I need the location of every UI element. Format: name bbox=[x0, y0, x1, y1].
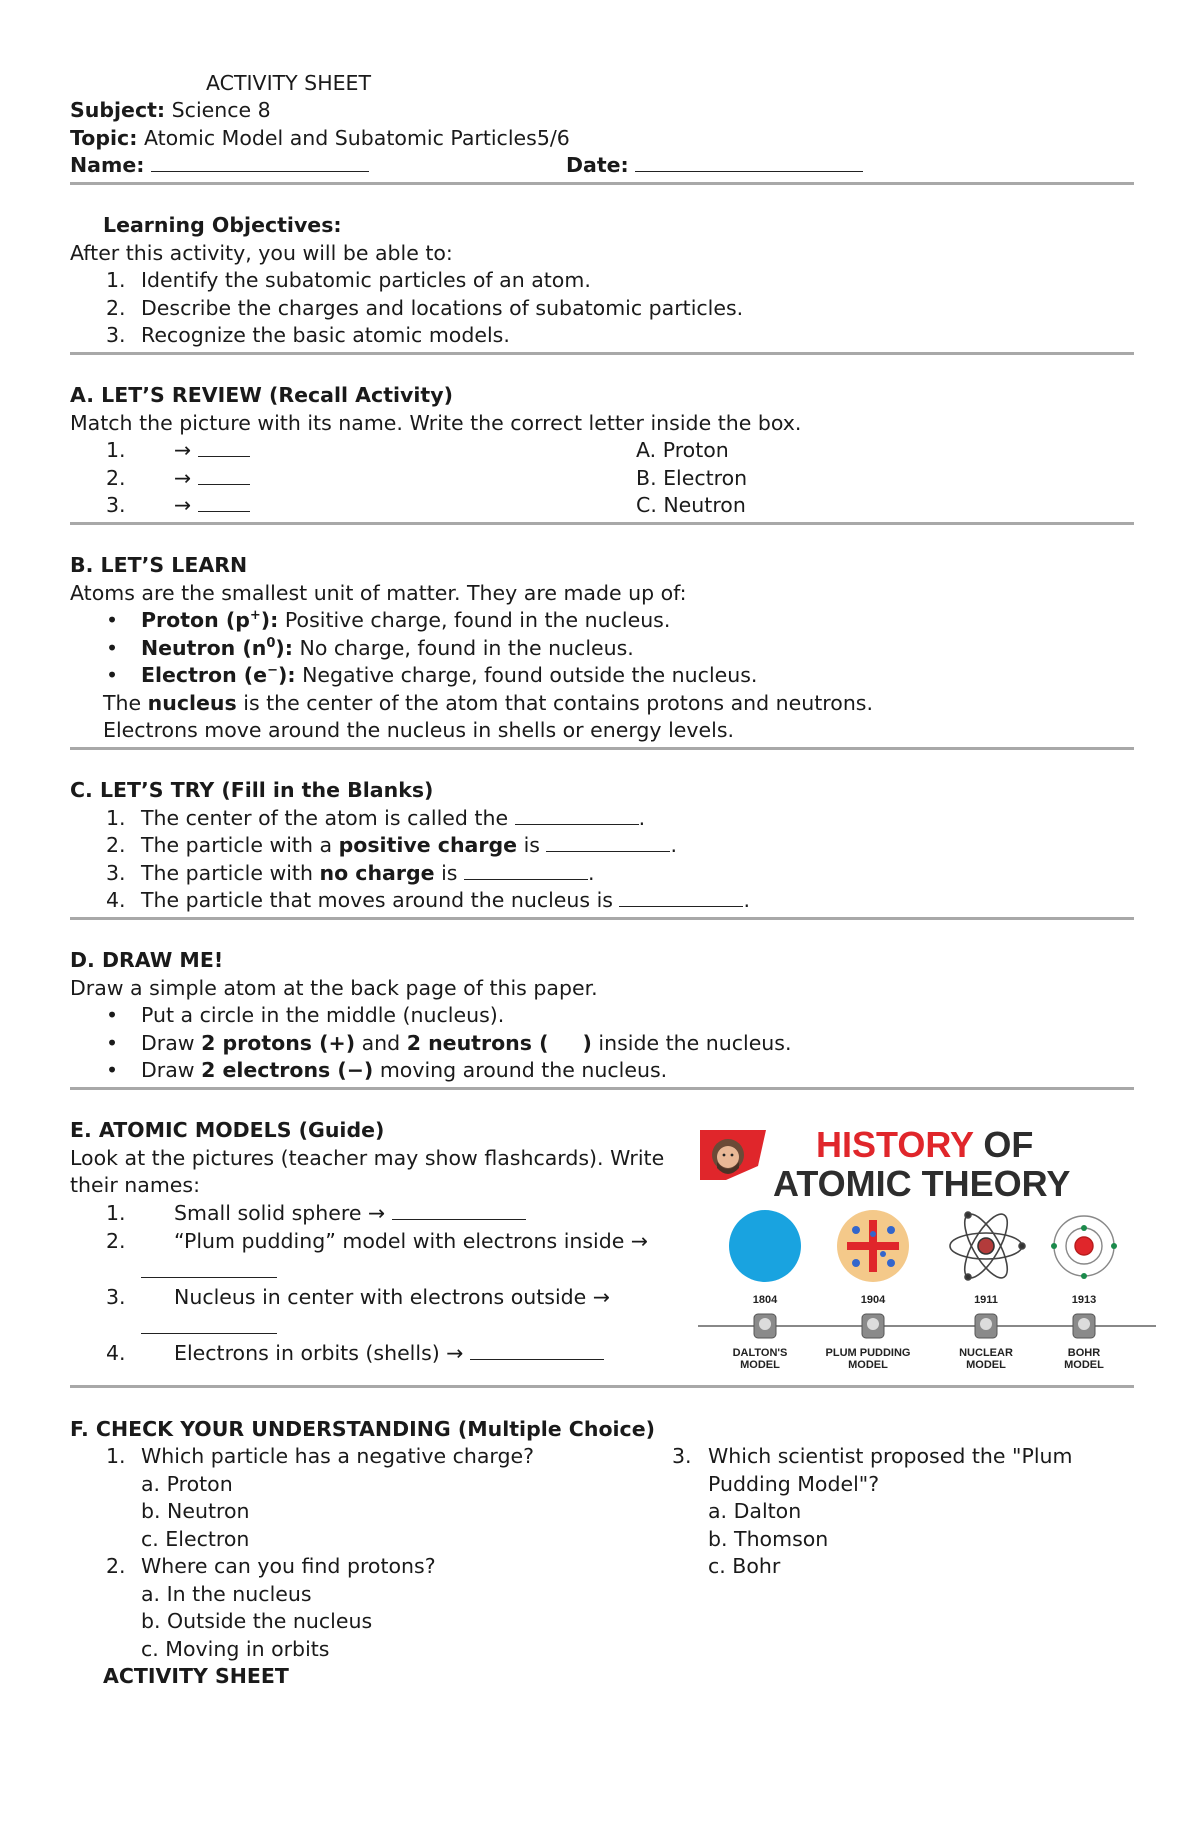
bullet-icon: • bbox=[106, 663, 119, 687]
match-option: C. Neutron bbox=[636, 493, 746, 517]
arrow-icon: → bbox=[368, 1201, 386, 1225]
arrow-icon: → bbox=[174, 466, 192, 490]
question-num: 2. bbox=[106, 1554, 126, 1578]
model-label: NUCLEAR bbox=[959, 1347, 1013, 1359]
particle-desc: Positive charge, found in the nucleus. bbox=[278, 608, 671, 632]
portrait-icon bbox=[975, 1314, 997, 1338]
arrow-icon: → bbox=[446, 1341, 464, 1365]
bohr-model-icon bbox=[1051, 1216, 1117, 1279]
year-label: 1804 bbox=[752, 1294, 778, 1306]
footer-title: ACTIVITY SHEET bbox=[103, 1664, 289, 1688]
objective-text: Describe the charges and locations of subatomic particles. bbox=[141, 296, 744, 320]
draw-step: Put a circle in the middle (nucleus). bbox=[141, 1003, 505, 1027]
portrait-icon bbox=[754, 1314, 776, 1338]
date-line bbox=[566, 152, 863, 178]
arrow-icon: → bbox=[174, 438, 192, 462]
divider bbox=[70, 352, 1134, 355]
bullet-icon: • bbox=[106, 608, 119, 632]
model-text: Nucleus in center with electrons outside bbox=[174, 1285, 587, 1309]
particle-sup: 0 bbox=[266, 636, 276, 651]
fill-question bbox=[141, 832, 677, 858]
match-blank[interactable] bbox=[198, 466, 250, 485]
question-text: is bbox=[517, 833, 547, 857]
model-blank-row bbox=[141, 1258, 277, 1284]
particle-proton bbox=[141, 607, 670, 637]
model-text: Small solid sphere bbox=[174, 1201, 362, 1225]
electrons-line: Electrons move around the nucleus in shells or energy levels. bbox=[103, 718, 735, 742]
question-num: 2. bbox=[106, 833, 126, 857]
question-text: Which particle has a negative charge? bbox=[141, 1444, 534, 1468]
section-c-heading: C. LET’S TRY (Fill in the Blanks) bbox=[70, 778, 434, 802]
question-text: The particle that moves around the nucleus is bbox=[141, 888, 620, 912]
particle-neutron bbox=[141, 635, 634, 665]
model-blank[interactable] bbox=[470, 1341, 604, 1360]
particle-close: ): bbox=[260, 608, 279, 632]
name-field[interactable] bbox=[151, 153, 369, 172]
choice-option[interactable]: b. Thomson bbox=[708, 1527, 829, 1551]
divider bbox=[70, 522, 1134, 525]
match-blank[interactable] bbox=[198, 493, 250, 512]
particle-electron bbox=[141, 662, 757, 692]
question-end: . bbox=[670, 833, 678, 857]
question-num: 1. bbox=[106, 806, 126, 830]
match-answer bbox=[174, 465, 250, 491]
year-label: 1904 bbox=[860, 1294, 886, 1306]
objectives-heading: Learning Objectives: bbox=[103, 213, 342, 237]
fill-question bbox=[141, 805, 645, 831]
model-prompt bbox=[174, 1340, 604, 1366]
topic-value: Atomic Model and Subatomic Particles5/6 bbox=[143, 126, 570, 150]
match-answer bbox=[174, 492, 250, 518]
question-end: . bbox=[638, 806, 646, 830]
draw-step bbox=[141, 1030, 792, 1056]
particle-sup: − bbox=[267, 663, 278, 678]
section-d-heading: D. DRAW ME! bbox=[70, 948, 224, 972]
model-prompt bbox=[174, 1200, 526, 1226]
match-num: 2. bbox=[106, 466, 126, 490]
model-label: PLUM PUDDING bbox=[825, 1347, 911, 1359]
divider bbox=[70, 747, 1134, 750]
model-label: DALTON'S bbox=[732, 1347, 788, 1359]
choice-option[interactable]: a. Proton bbox=[141, 1472, 233, 1496]
question-num: 3. bbox=[106, 861, 126, 885]
model-num: 4. bbox=[106, 1341, 126, 1365]
section-e-heading: E. ATOMIC MODELS (Guide) bbox=[70, 1118, 385, 1142]
topic-line bbox=[70, 125, 570, 151]
answer-blank[interactable] bbox=[619, 888, 743, 907]
question-num: 4. bbox=[106, 888, 126, 912]
answer-blank[interactable] bbox=[515, 806, 639, 825]
dalton-model-icon bbox=[729, 1210, 801, 1282]
subject-value: Science 8 bbox=[171, 98, 271, 122]
question-text: The particle with bbox=[141, 861, 320, 885]
section-b-heading: B. LET’S LEARN bbox=[70, 553, 248, 577]
section-b-intro: Atoms are the smallest unit of matter. They are made up of: bbox=[70, 581, 687, 605]
model-num: 2. bbox=[106, 1229, 126, 1253]
particle-name: Proton (p bbox=[141, 608, 250, 632]
arrow-icon: → bbox=[592, 1285, 611, 1309]
step-text: Draw bbox=[141, 1031, 202, 1055]
match-option: A. Proton bbox=[636, 438, 729, 462]
model-prompt bbox=[174, 1284, 610, 1310]
section-f-heading: F. CHECK YOUR UNDERSTANDING (Multiple Choice) bbox=[70, 1417, 655, 1441]
history-of-atomic-theory-figure bbox=[698, 1122, 1156, 1382]
objective-num: 2. bbox=[106, 296, 126, 320]
step-bold: ) bbox=[582, 1031, 592, 1055]
fill-question bbox=[141, 887, 750, 913]
divider bbox=[70, 182, 1134, 185]
portrait-icon bbox=[1073, 1314, 1095, 1338]
section-d-instruction: Draw a simple atom at the back page of this paper. bbox=[70, 976, 598, 1000]
model-label: BOHR bbox=[1067, 1347, 1101, 1359]
choice-option[interactable]: c. Bohr bbox=[708, 1554, 781, 1578]
model-blank[interactable] bbox=[141, 1259, 277, 1278]
model-blank[interactable] bbox=[141, 1315, 277, 1334]
objective-text: Recognize the basic atomic models. bbox=[141, 323, 510, 347]
nucleus-line bbox=[103, 690, 873, 716]
choice-option[interactable]: a. Dalton bbox=[708, 1499, 802, 1523]
section-a-instruction: Match the picture with its name. Write the correct letter inside the box. bbox=[70, 411, 802, 435]
nuclear-model-icon bbox=[950, 1208, 1025, 1283]
objective-num: 3. bbox=[106, 323, 126, 347]
bullet-icon: • bbox=[106, 1031, 119, 1055]
bullet-icon: • bbox=[106, 636, 119, 660]
particle-desc: No charge, found in the nucleus. bbox=[292, 636, 634, 660]
bullet-icon: • bbox=[106, 1003, 119, 1027]
divider bbox=[70, 917, 1134, 920]
choice-option[interactable]: a. In the nucleus bbox=[141, 1582, 312, 1606]
name-line bbox=[70, 152, 369, 178]
question-bold: positive charge bbox=[338, 833, 518, 857]
year-label: 1913 bbox=[1071, 1294, 1097, 1306]
section-a-heading: A. LET’S REVIEW (Recall Activity) bbox=[70, 383, 453, 407]
choice-option[interactable]: b. Neutron bbox=[141, 1499, 250, 1523]
step-text: and bbox=[355, 1031, 407, 1055]
choice-option[interactable]: c. Electron bbox=[141, 1527, 250, 1551]
objectives-intro: After this activity, you will be able to: bbox=[70, 241, 453, 265]
particle-close: ): bbox=[278, 663, 296, 687]
match-num: 1. bbox=[106, 438, 126, 462]
match-blank[interactable] bbox=[198, 438, 250, 457]
step-text: inside the nucleus. bbox=[591, 1031, 792, 1055]
subject-label: Subject: bbox=[70, 98, 166, 122]
step-text: moving around the nucleus. bbox=[373, 1058, 668, 1082]
question-text: is bbox=[434, 861, 464, 885]
step-text: Draw bbox=[141, 1058, 202, 1082]
model-text: “Plum pudding” model with electrons inside bbox=[174, 1229, 625, 1253]
nucleus-word: nucleus bbox=[147, 691, 237, 715]
divider bbox=[70, 1087, 1134, 1090]
objective-num: 1. bbox=[106, 268, 126, 292]
particle-close: ): bbox=[275, 636, 293, 660]
answer-blank[interactable] bbox=[464, 861, 588, 880]
date-field[interactable] bbox=[635, 153, 863, 172]
arrow-icon: → bbox=[174, 493, 192, 517]
divider bbox=[70, 1385, 1134, 1388]
model-num: 3. bbox=[106, 1285, 126, 1309]
arrow-icon: → bbox=[630, 1229, 649, 1253]
portrait-icon bbox=[862, 1314, 884, 1338]
model-text: Electrons in orbits (shells) bbox=[174, 1341, 440, 1365]
model-label: MODEL bbox=[1064, 1359, 1104, 1371]
section-e-instruction: their names: bbox=[70, 1173, 201, 1197]
choice-option[interactable]: c. Moving in orbits bbox=[141, 1637, 330, 1661]
bullet-icon: • bbox=[106, 1058, 119, 1082]
model-label: MODEL bbox=[966, 1359, 1006, 1371]
objective-text: Identify the subatomic particles of an atom. bbox=[141, 268, 591, 292]
name-label: Name: bbox=[70, 153, 145, 177]
nucleus-pre: The bbox=[103, 691, 148, 715]
figure-title-line2: ATOMIC THEORY bbox=[773, 1163, 1071, 1204]
question-end: . bbox=[743, 888, 751, 912]
step-bold: 2 protons (+) bbox=[201, 1031, 356, 1055]
question-text: The particle with a bbox=[141, 833, 339, 857]
match-option: B. Electron bbox=[636, 466, 748, 490]
year-label: 1911 bbox=[974, 1294, 998, 1306]
match-answer bbox=[174, 437, 250, 463]
question-text: Which scientist proposed the "Plum bbox=[708, 1444, 1073, 1468]
nucleus-post: is the center of the atom that contains protons and neutrons. bbox=[236, 691, 874, 715]
choice-option[interactable]: b. Outside the nucleus bbox=[141, 1609, 373, 1633]
question-num: 3. bbox=[672, 1444, 692, 1468]
question-bold: no charge bbox=[319, 861, 435, 885]
subject-line bbox=[70, 97, 271, 123]
question-text: Pudding Model"? bbox=[708, 1472, 880, 1496]
model-label: MODEL bbox=[740, 1359, 780, 1371]
model-label: MODEL bbox=[848, 1359, 888, 1371]
date-label: Date: bbox=[566, 153, 629, 177]
model-prompt bbox=[174, 1228, 648, 1254]
section-e-instruction: Look at the pictures (teacher may show flashcards). Write bbox=[70, 1146, 665, 1170]
figure-title-line1: HISTORY OF bbox=[816, 1124, 1034, 1165]
particle-name: Neutron (n bbox=[141, 636, 267, 660]
sheet-title: ACTIVITY SHEET bbox=[206, 71, 372, 95]
question-num: 1. bbox=[106, 1444, 126, 1468]
particle-sup: + bbox=[249, 608, 261, 623]
step-bold: 2 neutrons ( bbox=[406, 1031, 549, 1055]
particle-name: Electron (e bbox=[141, 663, 268, 687]
model-blank-row bbox=[141, 1314, 277, 1340]
match-num: 3. bbox=[106, 493, 126, 517]
plum-pudding-model-icon bbox=[837, 1210, 909, 1282]
topic-label: Topic: bbox=[70, 126, 138, 150]
answer-blank[interactable] bbox=[546, 833, 670, 852]
question-text: The center of the atom is called the bbox=[141, 806, 515, 830]
question-text: Where can you find protons? bbox=[141, 1554, 436, 1578]
step-bold: 2 electrons (−) bbox=[201, 1058, 374, 1082]
fill-question bbox=[141, 860, 595, 886]
draw-step bbox=[141, 1057, 667, 1083]
model-num: 1. bbox=[106, 1201, 126, 1225]
particle-desc: Negative charge, found outside the nucleus. bbox=[295, 663, 758, 687]
question-end: . bbox=[588, 861, 595, 885]
model-blank[interactable] bbox=[392, 1201, 526, 1220]
